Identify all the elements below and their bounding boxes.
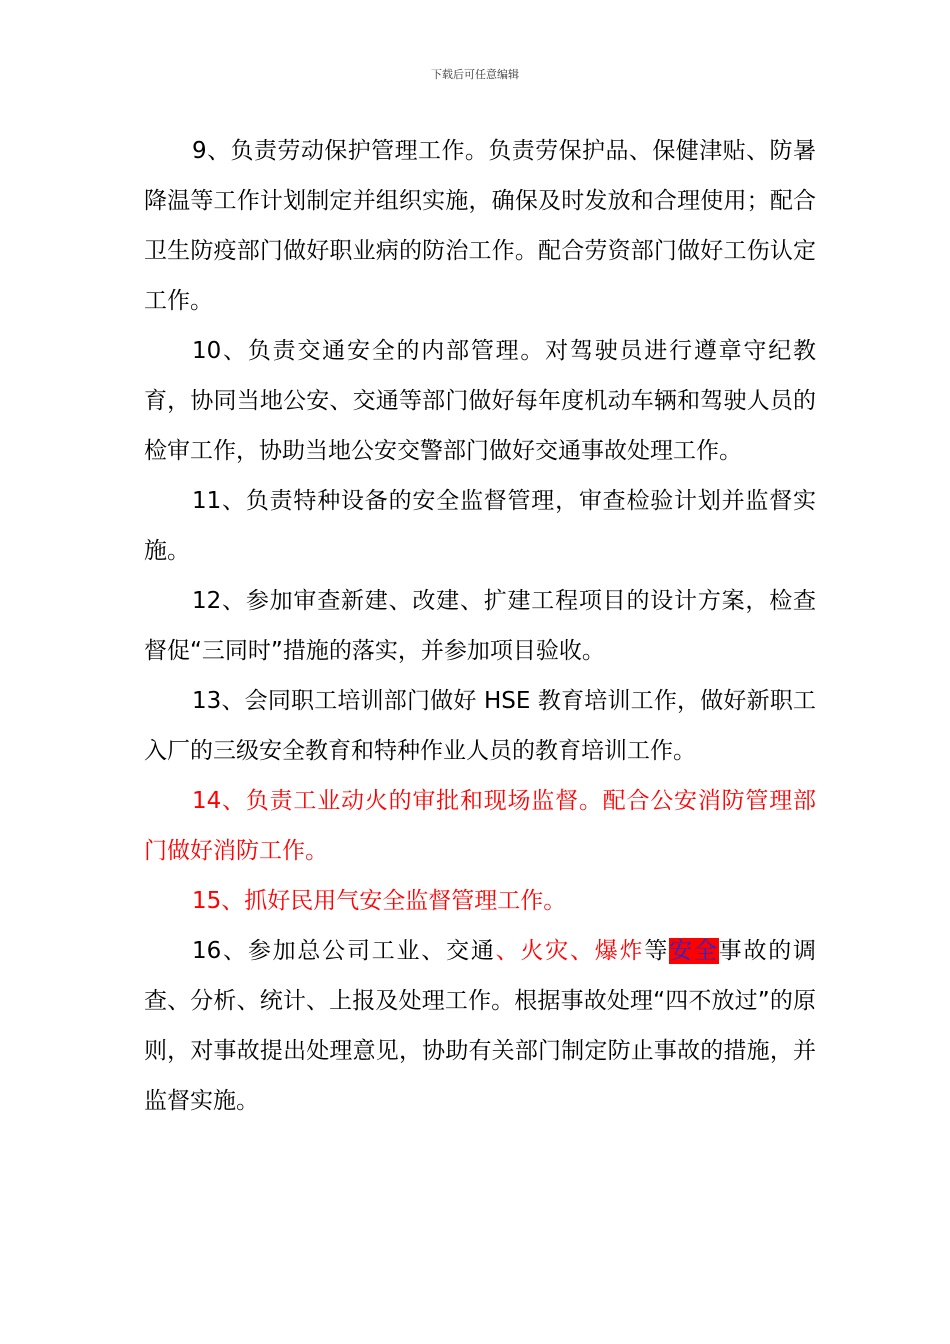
paragraph-10: 10、负责交通安全的内部管理。对驾驶员进行遵章守纪教育，协同当地公安、交通等部门做好每年度机动车辆和驾驶人员的检审工作，协助当地公安交警部门做好交通事故处理工作。: [144, 338, 816, 464]
paragraph-12: 12、参加审查新建、改建、扩建工程项目的设计方案，检查督促“三同时”措施的落实，并参加项目验收。: [144, 588, 816, 664]
paragraph-13: [144, 676, 816, 776]
paragraph-13-text-a: 13、会同职工培训部门做好 HSE 教育培训工作，做好新: [192, 688, 770, 714]
paragraph-11: 11、负责特种设备的安全监督管理，审查检验计划并监督实施。: [144, 488, 816, 564]
paragraph-15: 15、抓好民用气安全监督管理工作。: [192, 888, 567, 914]
paragraph-13-text-b: 入厂的三级安全教育和特种作业人员的教育培训工作。: [144, 738, 696, 764]
paragraph-16-text-c: 事故的调查、分析、统计、上报及处理工作。根据事故处理“四不放过”的原则，对事故提出处理意见，协助有关部门制定防止事故的措施，并监督实施。: [144, 938, 817, 1114]
document-body: [144, 126, 816, 1126]
paragraph-13-serif-word: 职工: [769, 688, 816, 714]
paragraph-9: 9、负责劳动保护管理工作。负责劳保护品、保健津贴、防暑降温等工作计划制定并组织实施，确保及时发放和合理使用；配合卫生防疫部门做好职业病的防治工作。配合劳资部门做好工伤认定工作。: [144, 138, 816, 314]
paragraph-14: 14、负责工业动火的审批和现场监督。配合公安消防管理部门做好消防工作。: [144, 788, 816, 864]
paragraph-16-text-a: 16、参加总公司工业、交通: [192, 938, 496, 964]
paragraph-16-red-text: 、火灾、爆炸: [495, 938, 645, 964]
paragraph-16: [144, 926, 816, 1126]
page-header: 下载后可任意编辑: [431, 68, 519, 81]
paragraph-16-highlight-box: 安全: [669, 938, 719, 964]
paragraph-16-text-b: 等: [644, 938, 670, 964]
